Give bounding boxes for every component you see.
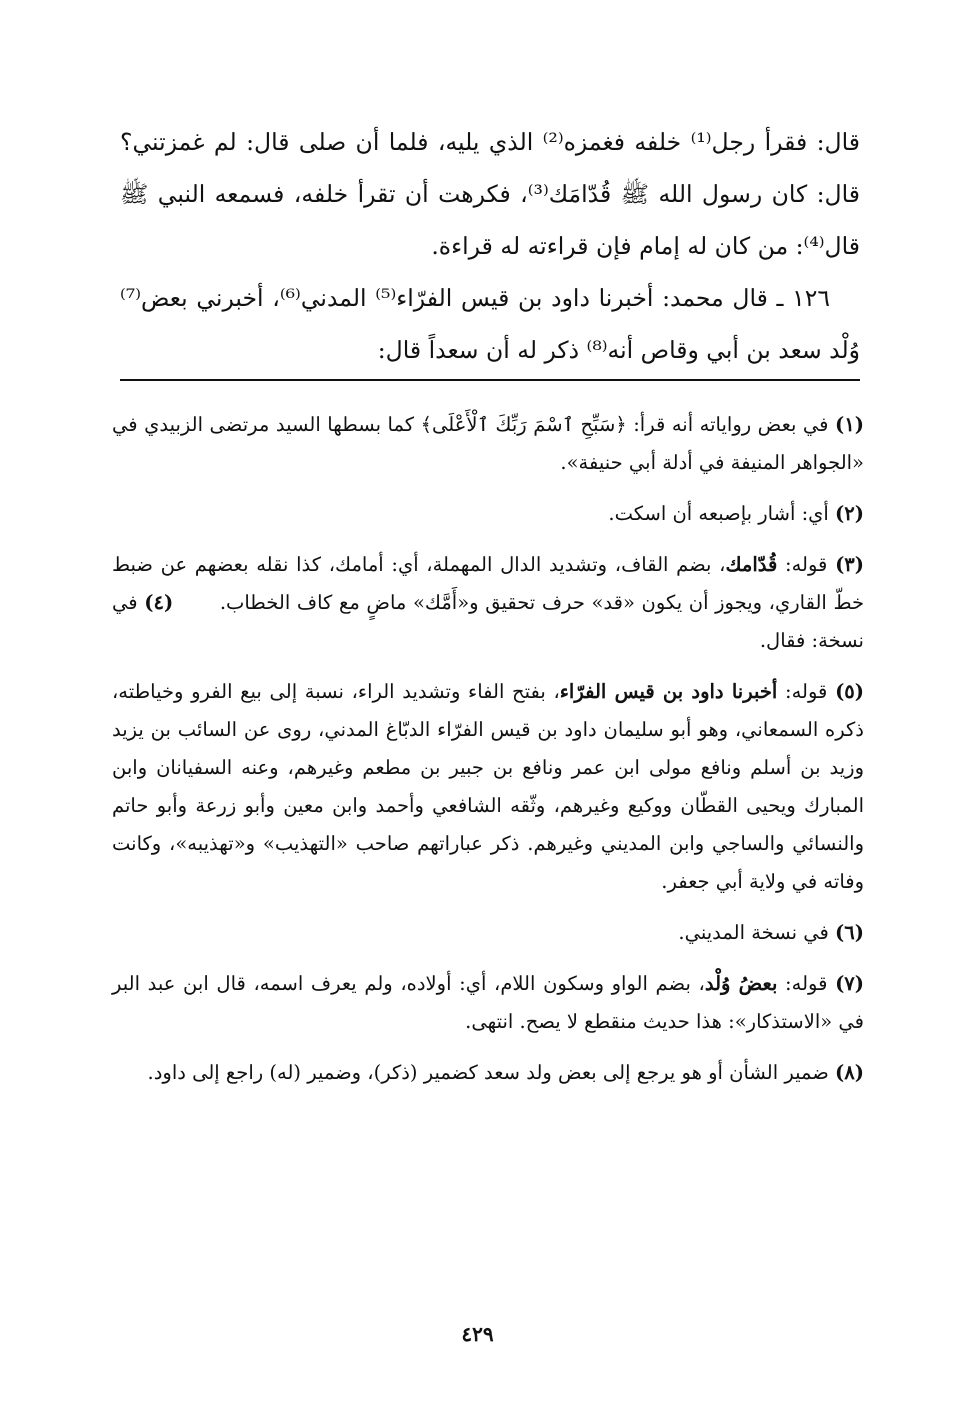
footnote-7 xyxy=(112,965,864,1041)
footnote-text: في نسخة: فقال. xyxy=(112,591,864,652)
footnote-text: في نسخة المديني. xyxy=(678,921,829,944)
footnote-text: ، بضم القاف، وتشديد الدال المهملة، أي: أمامك، كذا نقله بعضهم عن ضبط خطّ القاري، ويجوز أن يكون «قد» حرف تحقيق و«أَمَّك» ماضٍ مع كاف الخطاب. xyxy=(112,553,865,614)
footnote-number: (٧) xyxy=(835,972,865,995)
footnote-number: (٣) xyxy=(835,553,865,576)
footnote-number: (٤) xyxy=(144,591,174,614)
footnote-lead: قوله: xyxy=(777,972,828,995)
footnote-headword: قُدّامك xyxy=(725,553,778,576)
footnote-text: ، بفتح الفاء وتشديد الراء، نسبة إلى بيع الفرو وخياطته، ذكره السمعاني، وهو أبو سليمان داود بن قيس الفرّاء الدبّاغ المدني، روى عن السائب بن يزيد وزيد بن أسلم ونافع مولى ابن عمر ونافع بن جبير بن مطعم وغيرهم، وعنه السفيانان وابن المبارك ويحيى القطّان ووكيع وغيرهم، وثّقه الشافعي وأحمد وابن معين وأبو زرعة وأبو حاتم والنسائي والساجي وابن المديني وغيرهم. ذكر عباراتهم صاحب «التهذيب» و«تهذيبه»، وكانت وفاته في ولاية أبي جعفر. xyxy=(112,680,864,893)
footnotes xyxy=(112,406,864,1105)
page-number: ٤٢٩ xyxy=(461,1322,494,1346)
footnote-lead: قوله: xyxy=(777,553,828,576)
footnote-lead: قوله: xyxy=(777,680,828,703)
footnote-headword: بعضُ وُلْد xyxy=(704,972,778,995)
footnote-2 xyxy=(112,495,864,533)
footnote-text: أي: أشار بإصبعه أن اسكت. xyxy=(608,502,829,525)
footnote-number: (٦) xyxy=(835,921,864,944)
footnote-3 xyxy=(112,546,864,660)
footnote-number: (٨) xyxy=(835,1061,864,1084)
footnote-6 xyxy=(112,914,864,952)
footnote-text: ضمير الشأن أو هو يرجع إلى بعض ولد سعد كضمير (ذكر)، وضمير (له) راجع إلى داود. xyxy=(147,1061,829,1084)
footnote-1 xyxy=(112,406,864,482)
footnote-headword: أخبرنا داود بن قيس الفرّاء xyxy=(559,680,778,703)
main-paragraph-2: ١٢٦ ـ قال محمد: أخبرنا داود بن قيس الفرّاء⁽⁵⁾ المدني⁽⁶⁾، أخبرني بعض⁽⁷⁾ وُلْد سعد بن أبي وقاص أنه⁽⁸⁾ ذكر له أن سعداً قال: xyxy=(120,284,860,364)
footnote-text: في بعض رواياته أنه قرأ: ﴿سَبِّحِ ٱسْمَ رَبِّكَ ٱلْأَعْلَى﴾ كما بسطها السيد مرتضى الزبيدي في «الجواهر المنيفة في أدلة أبي حنيفة». xyxy=(112,413,864,474)
footnote-number: (٢) xyxy=(835,502,864,525)
footnote-8 xyxy=(112,1054,864,1092)
footnote-5 xyxy=(112,673,864,901)
footnote-text: ، بضم الواو وسكون اللام، أي: أولاده، ولم يعرف اسمه، قال ابن عبد البر في «الاستذكار»: هذا حديث منقطع لا يصح. انتهى. xyxy=(112,972,864,1033)
footnote-separator xyxy=(120,379,860,381)
footnote-number: (١) xyxy=(835,413,864,436)
footnote-number: (٥) xyxy=(835,680,865,703)
main-paragraph-1: قال: فقرأ رجل⁽¹⁾ خلفه فغمزه⁽²⁾ الذي يليه، فلما أن صلى قال: لم غمزتني؟ قال: كان رسول الله ﷺ قُدّامَك⁽³⁾، فكرهت أن تقرأ خلفه، فسمعه النبي ﷺ قال⁽⁴⁾: من كان له إمام فإن قراءته له قراءة. xyxy=(120,128,860,260)
main-text xyxy=(120,116,860,376)
